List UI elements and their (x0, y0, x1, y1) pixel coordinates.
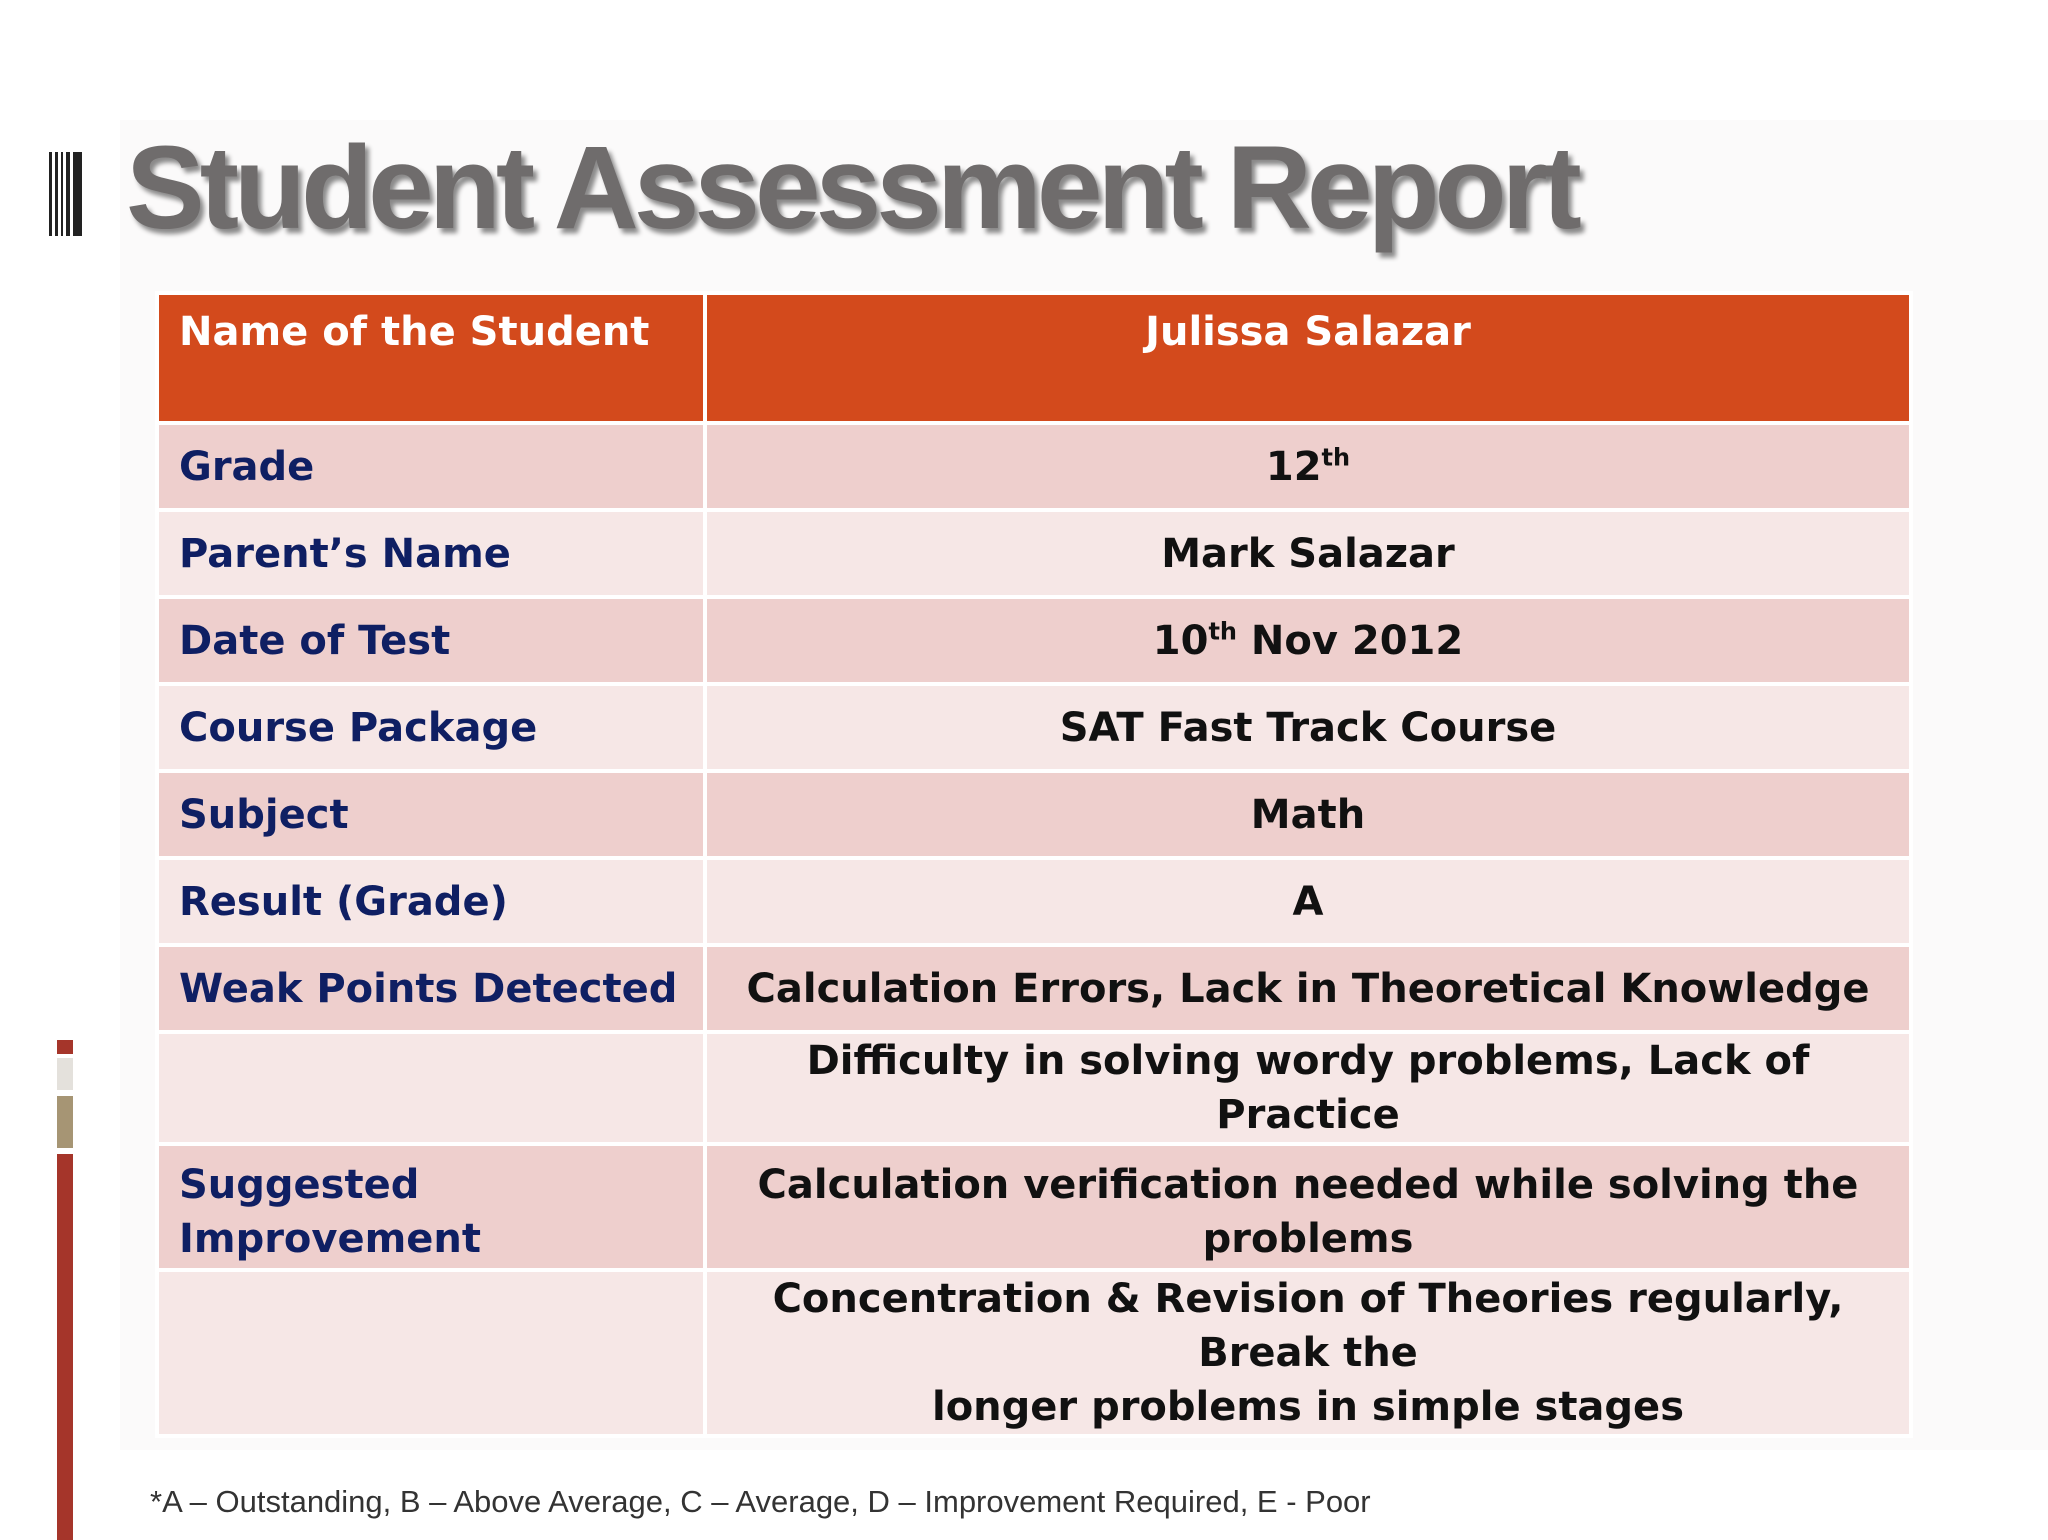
header-label: Name of the Student (157, 293, 705, 423)
row-label (157, 1032, 705, 1144)
row-label: Grade (157, 423, 705, 510)
table-row (157, 423, 1911, 510)
table-row (157, 945, 1911, 1032)
weak-points-value: Calculation Errors, Lack in Theoretical Knowledge (705, 945, 1911, 1032)
accent-segment (57, 1040, 73, 1054)
row-label: Course Package (157, 684, 705, 771)
grade-value: 12th (705, 423, 1911, 510)
row-label: Result (Grade) (157, 858, 705, 945)
table-row (157, 1144, 1911, 1270)
parent-name-value: Mark Salazar (705, 510, 1911, 597)
improvement-value: Calculation verification needed while solving the problems (705, 1144, 1911, 1270)
result-grade-value: A (705, 858, 1911, 945)
accent-segment (57, 1058, 73, 1090)
test-date-value: 10th Nov 2012 (705, 597, 1911, 684)
page-title: Student Assessment Report (126, 122, 1577, 254)
title-bullet-icon (49, 152, 82, 236)
table-row (157, 1032, 1911, 1144)
row-label: Weak Points Detected (157, 945, 705, 1032)
accent-segment (57, 1096, 73, 1148)
table-row (157, 858, 1911, 945)
subject-value: Math (705, 771, 1911, 858)
weak-points-value: Difficulty in solving wordy problems, Lack of Practice (705, 1032, 1911, 1144)
table-header-row (157, 293, 1911, 423)
table-row (157, 510, 1911, 597)
improvement-value: Concentration & Revision of Theories regularly, Break the longer problems in simple stages (705, 1270, 1911, 1436)
table-row (157, 1270, 1911, 1436)
course-package-value: SAT Fast Track Course (705, 684, 1911, 771)
grade-legend-footnote: *A – Outstanding, B – Above Average, C – Average, D – Improvement Required, E - Poor (150, 1484, 1371, 1519)
row-label: Suggested Improvement (157, 1144, 705, 1270)
assessment-table (155, 291, 1913, 1438)
row-label: Parent’s Name (157, 510, 705, 597)
row-label: Subject (157, 771, 705, 858)
student-name: Julissa Salazar (705, 293, 1911, 423)
accent-segment (57, 1154, 73, 1540)
table-row (157, 684, 1911, 771)
table-row (157, 597, 1911, 684)
row-label: Date of Test (157, 597, 705, 684)
row-label (157, 1270, 705, 1436)
table-row (157, 771, 1911, 858)
